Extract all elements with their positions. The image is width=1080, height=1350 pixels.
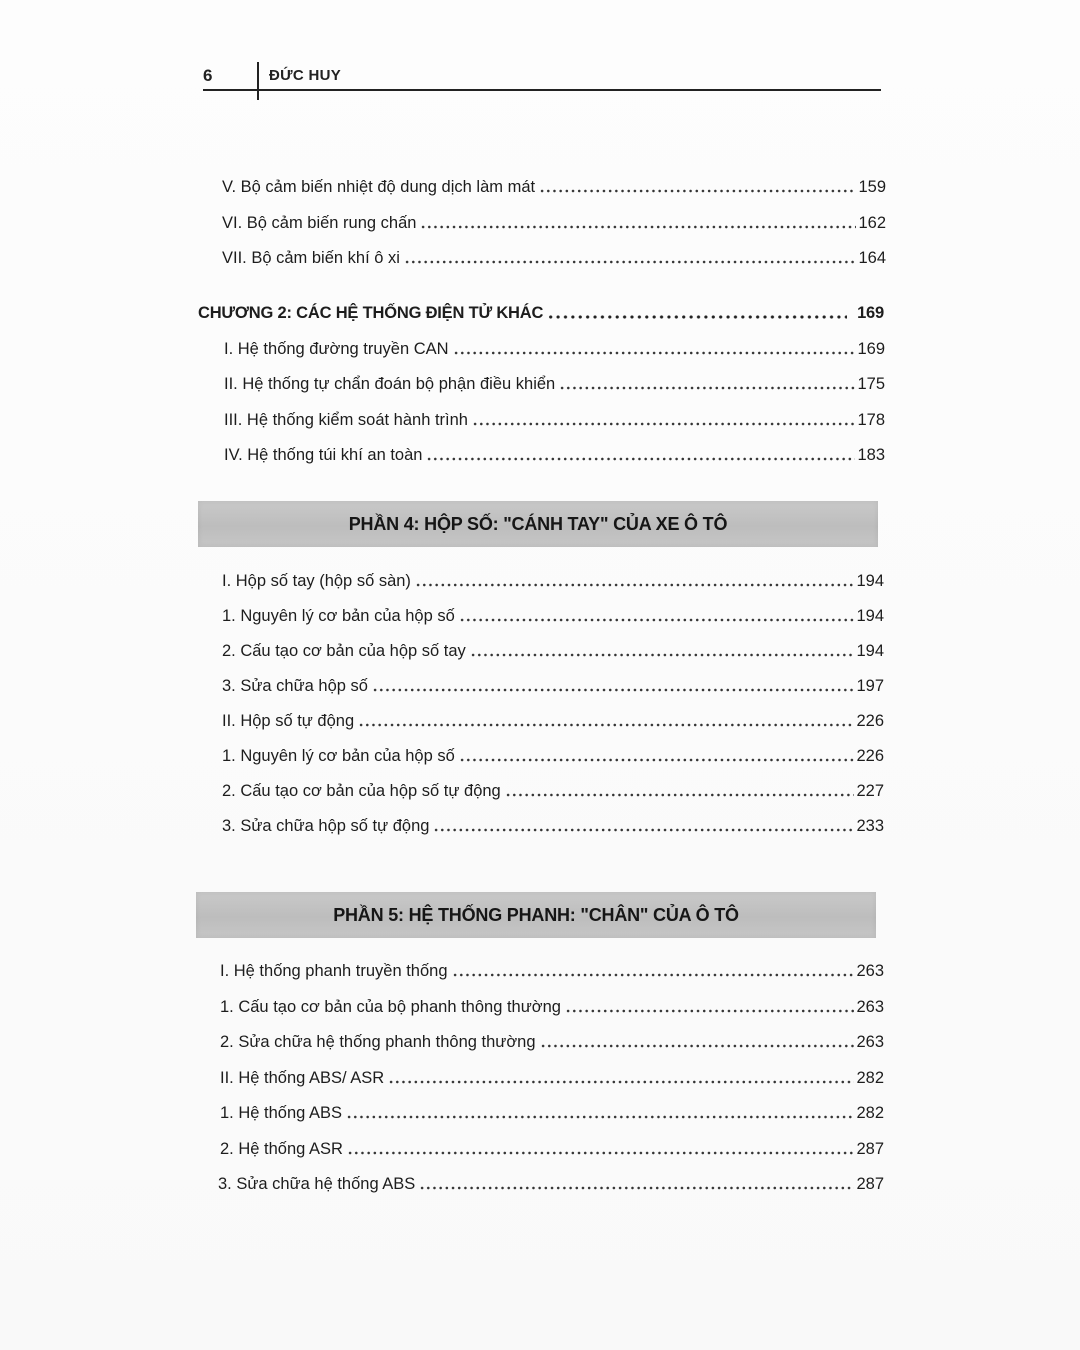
toc-entry bbox=[220, 1100, 884, 1126]
toc-entry-page: 194 bbox=[856, 642, 884, 660]
dot-leader bbox=[459, 605, 855, 623]
toc-entry-page: 233 bbox=[856, 817, 884, 835]
toc-entry-page: 263 bbox=[856, 998, 884, 1016]
dot-leader bbox=[433, 815, 854, 833]
toc-entry bbox=[222, 743, 884, 769]
toc-entry-title: VII. Bộ cảm biến khí ô xi bbox=[222, 249, 400, 267]
toc-entry-title: 3. Sửa chữa hộp số bbox=[222, 677, 368, 695]
toc-entry-title: 2. Cấu tạo cơ bản của hộp số tự động bbox=[222, 782, 501, 800]
toc-entry-title: III. Hệ thống kiểm soát hành trình bbox=[224, 411, 468, 429]
dot-leader bbox=[404, 247, 857, 265]
toc-entry-title: 3. Sửa chữa hệ thống ABS bbox=[218, 1175, 416, 1193]
toc-entry bbox=[220, 1029, 884, 1055]
author-name: ĐỨC HUY bbox=[269, 67, 342, 84]
dot-leader bbox=[539, 176, 856, 194]
toc-entry-title: IV. Hệ thống túi khí an toàn bbox=[224, 446, 423, 464]
toc-entry-page: 282 bbox=[856, 1104, 884, 1122]
toc-entry bbox=[222, 245, 886, 271]
toc-entry-title: II. Hệ thống tự chẩn đoán bộ phận điều khiển bbox=[224, 375, 556, 393]
toc-entry bbox=[220, 1136, 884, 1162]
chapter-page: 169 bbox=[857, 304, 884, 322]
toc-entry bbox=[222, 813, 884, 839]
toc-entry-title: 2. Hệ thống ASR bbox=[220, 1140, 343, 1158]
toc-entry-page: 263 bbox=[856, 1033, 884, 1051]
dot-leader bbox=[470, 640, 855, 658]
toc-entry-title: 2. Cấu tạo cơ bản của hộp số tay bbox=[222, 642, 466, 660]
dot-leader bbox=[420, 212, 856, 230]
header-rule bbox=[203, 89, 881, 91]
toc-entry-page: 263 bbox=[856, 962, 884, 980]
toc-entry-page: 287 bbox=[856, 1175, 884, 1193]
toc-entry bbox=[222, 568, 884, 594]
header-separator bbox=[257, 62, 259, 100]
dot-leader bbox=[388, 1067, 854, 1085]
toc-entry-title: II. Hệ thống ABS/ ASR bbox=[220, 1069, 385, 1087]
toc-entry-title: 2. Sửa chữa hệ thống phanh thông thường bbox=[220, 1033, 536, 1051]
toc-entry-page: 226 bbox=[856, 747, 884, 765]
toc-entry-title: VI. Bộ cảm biến rung chấn bbox=[222, 214, 417, 232]
toc-entry-page: 287 bbox=[856, 1140, 884, 1158]
toc-entry bbox=[222, 638, 884, 664]
page-number: 6 bbox=[203, 66, 213, 85]
dot-leader bbox=[415, 570, 855, 588]
toc-entry-page: 282 bbox=[856, 1069, 884, 1087]
dot-leader bbox=[540, 1031, 855, 1049]
dot-leader bbox=[358, 710, 854, 728]
toc-entry-title: 1. Cấu tạo cơ bản của bộ phanh thông thường bbox=[220, 998, 561, 1016]
toc-entry-page: 226 bbox=[856, 712, 884, 730]
toc-entry bbox=[220, 958, 884, 984]
dot-leader bbox=[453, 338, 856, 356]
toc-entry bbox=[222, 673, 884, 699]
dot-leader bbox=[426, 444, 855, 462]
toc-entry bbox=[222, 778, 884, 804]
toc-entry bbox=[222, 708, 884, 734]
part-5-title: PHẦN 5: HỆ THỐNG PHANH: "CHÂN" CỦA Ô TÔ bbox=[333, 904, 739, 925]
toc-entry-title: I. Hệ thống phanh truyền thống bbox=[220, 962, 448, 980]
toc-entry-page: 175 bbox=[857, 375, 885, 393]
toc-entry bbox=[220, 1065, 884, 1091]
dot-leader bbox=[372, 675, 855, 693]
toc-entry-title: V. Bộ cảm biến nhiệt độ dung dịch làm mát bbox=[222, 178, 536, 196]
toc-entry-title: 1. Hệ thống ABS bbox=[220, 1104, 343, 1122]
toc-entry-page: 227 bbox=[856, 782, 884, 800]
toc-entry-title: 1. Nguyên lý cơ bản của hộp số bbox=[222, 607, 455, 625]
dot-leader bbox=[419, 1173, 854, 1191]
part-4-banner bbox=[198, 501, 878, 547]
dot-leader bbox=[472, 409, 855, 427]
toc-entry-title: 1. Nguyên lý cơ bản của hộp số bbox=[222, 747, 455, 765]
toc-entry-page: 194 bbox=[856, 607, 884, 625]
toc-entry bbox=[224, 336, 885, 362]
dot-leader bbox=[559, 373, 855, 391]
toc-entry bbox=[224, 442, 885, 468]
toc-entry-title: 3. Sửa chữa hộp số tự động bbox=[222, 817, 430, 835]
dot-leader bbox=[452, 960, 855, 978]
chapter-title: CHƯƠNG 2: CÁC HỆ THỐNG ĐIỆN TỬ KHÁC bbox=[198, 304, 544, 322]
toc-entry-title: I. Hệ thống đường truyền CAN bbox=[224, 340, 449, 358]
toc-entry bbox=[218, 1171, 884, 1197]
toc-entry-page: 194 bbox=[856, 572, 884, 590]
dot-leader bbox=[459, 745, 855, 763]
part-4-title: PHẦN 4: HỘP SỐ: "CÁNH TAY" CỦA XE Ô TÔ bbox=[348, 513, 728, 534]
dot-leader bbox=[505, 780, 855, 798]
dot-leader bbox=[347, 1138, 855, 1156]
toc-entry-page: 197 bbox=[856, 677, 884, 695]
toc-entry-title: II. Hộp số tự động bbox=[222, 712, 355, 730]
toc-entry bbox=[224, 371, 885, 397]
dot-leader bbox=[565, 996, 855, 1014]
toc-entry bbox=[220, 994, 884, 1020]
dot-leader bbox=[346, 1102, 854, 1120]
toc-entry-page: 162 bbox=[858, 214, 886, 232]
toc-entry-title: I. Hộp số tay (hộp số sàn) bbox=[222, 572, 411, 590]
toc-entry-page: 159 bbox=[858, 178, 886, 196]
dot-leader bbox=[547, 302, 847, 320]
part-5-banner bbox=[196, 892, 876, 938]
toc-entry bbox=[222, 603, 884, 629]
running-header bbox=[203, 62, 881, 102]
toc-entry bbox=[224, 407, 885, 433]
toc-chapter-entry bbox=[198, 300, 884, 326]
toc-entry bbox=[222, 174, 886, 200]
toc-entry-page: 164 bbox=[858, 249, 886, 267]
toc-entry-page: 178 bbox=[857, 411, 885, 429]
toc-entry bbox=[222, 210, 886, 236]
toc-entry-page: 169 bbox=[857, 340, 885, 358]
toc-entry-page: 183 bbox=[857, 446, 885, 464]
